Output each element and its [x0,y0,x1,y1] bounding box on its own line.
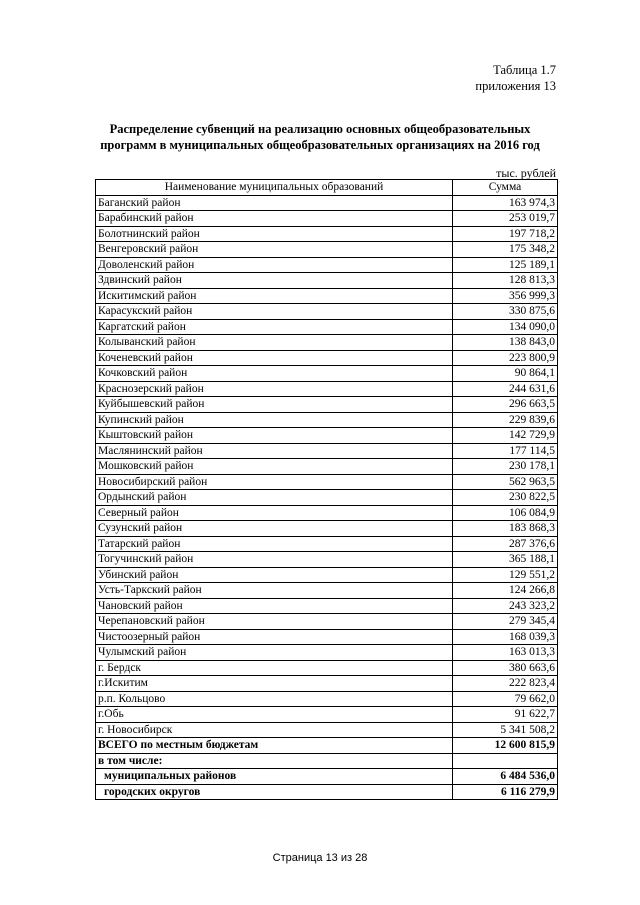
cell-name: Маслянинский район [96,443,453,459]
cell-name: Карасукский район [96,304,453,320]
table-row [96,707,558,723]
table-row [96,552,558,568]
cell-name: Венгеровский район [96,242,453,258]
table-row [96,629,558,645]
table-row [96,614,558,630]
table-row [96,273,558,289]
table-row [96,490,558,506]
cell-name: Колыванский район [96,335,453,351]
column-header-name: Наименование муниципальных образований [96,180,453,196]
cell-sum: 223 800,9 [453,350,558,366]
cell-sum: 79 662,0 [453,691,558,707]
table-row [96,536,558,552]
cell-name: г.Искитим [96,676,453,692]
cell-sum: 129 551,2 [453,567,558,583]
cell-name: Доволенский район [96,257,453,273]
table-row [96,660,558,676]
cell-sum: 279 345,4 [453,614,558,630]
cell-name: Черепановский район [96,614,453,630]
table-row [96,598,558,614]
cell-sum: 356 999,3 [453,288,558,304]
table-row [96,366,558,382]
cell-name: Барабинский район [96,211,453,227]
cell-sum: 125 189,1 [453,257,558,273]
cell-name: ВСЕГО по местным бюджетам [96,738,453,754]
table-row [96,304,558,320]
table-row [96,676,558,692]
cell-name: Купинский район [96,412,453,428]
including-row [96,753,558,769]
table-row [96,443,558,459]
table-row [96,397,558,413]
table-row [96,195,558,211]
cell-name: Кочковский район [96,366,453,382]
cell-name: муниципальных районов [96,769,453,785]
cell-sum: 128 813,3 [453,273,558,289]
cell-sum: 243 323,2 [453,598,558,614]
column-header-sum: Сумма [453,180,558,196]
total-row [96,738,558,754]
title-line-2: программ в муниципальных общеобразовательных организациях на 2016 год [100,138,540,152]
cell-name: Искитимский район [96,288,453,304]
cell-name: Новосибирский район [96,474,453,490]
table-row [96,242,558,258]
cell-name: Убинский район [96,567,453,583]
cell-sum: 244 631,6 [453,381,558,397]
cell-name: Чистоозерный район [96,629,453,645]
document-title [0,121,640,153]
table-header-row [96,180,558,196]
table-row [96,722,558,738]
table-row [96,226,558,242]
cell-sum: 138 843,0 [453,335,558,351]
cell-name: р.п. Кольцово [96,691,453,707]
cell-name: Кыштовский район [96,428,453,444]
cell-sum: 163 013,3 [453,645,558,661]
cell-name: Куйбышевский район [96,397,453,413]
cell-sum [453,753,558,769]
cell-sum: 183 868,3 [453,521,558,537]
cell-sum: 163 974,3 [453,195,558,211]
cell-sum: 229 839,6 [453,412,558,428]
subvention-table [95,179,558,800]
table-row [96,335,558,351]
cell-sum: 222 823,4 [453,676,558,692]
table-row [96,691,558,707]
unit-label: тыс. рублей [496,166,556,180]
table-row [96,288,558,304]
table-row [96,211,558,227]
cell-name: Краснозерский район [96,381,453,397]
cell-name: г. Бердск [96,660,453,676]
table-number: Таблица 1.7 [493,63,556,77]
cell-name: в том числе: [96,753,453,769]
cell-name: Ордынский район [96,490,453,506]
cell-sum: 177 114,5 [453,443,558,459]
breakdown-row [96,769,558,785]
cell-sum: 330 875,6 [453,304,558,320]
cell-sum: 106 084,9 [453,505,558,521]
table-row [96,505,558,521]
page-footer: Страница 13 из 28 [272,852,368,864]
table-row [96,645,558,661]
table-row [96,521,558,537]
table-row [96,381,558,397]
table-row [96,474,558,490]
cell-name: Мошковский район [96,459,453,475]
cell-name: г.Обь [96,707,453,723]
table-row [96,350,558,366]
appendix-number: приложения 13 [475,79,556,93]
table-row [96,583,558,599]
cell-sum: 168 039,3 [453,629,558,645]
cell-name: Чановский район [96,598,453,614]
cell-sum: 230 822,5 [453,490,558,506]
table-row [96,567,558,583]
cell-sum: 124 266,8 [453,583,558,599]
cell-sum: 197 718,2 [453,226,558,242]
cell-name: Баганский район [96,195,453,211]
cell-name: Сузунский район [96,521,453,537]
cell-sum: 365 188,1 [453,552,558,568]
cell-sum: 253 019,7 [453,211,558,227]
cell-sum: 287 376,6 [453,536,558,552]
table-row [96,459,558,475]
cell-name: Северный район [96,505,453,521]
cell-name: г. Новосибирск [96,722,453,738]
table-row [96,412,558,428]
table-body [96,195,558,800]
cell-sum: 91 622,7 [453,707,558,723]
cell-name: Усть-Таркский район [96,583,453,599]
cell-name: городских округов [96,784,453,800]
cell-name: Коченевский район [96,350,453,366]
cell-sum: 562 963,5 [453,474,558,490]
table-row [96,428,558,444]
table-row [96,257,558,273]
cell-sum: 6 116 279,9 [453,784,558,800]
cell-sum: 90 864,1 [453,366,558,382]
cell-name: Каргатский район [96,319,453,335]
cell-sum: 175 348,2 [453,242,558,258]
cell-sum: 142 729,9 [453,428,558,444]
cell-sum: 296 663,5 [453,397,558,413]
cell-name: Татарский район [96,536,453,552]
cell-sum: 5 341 508,2 [453,722,558,738]
table-row [96,319,558,335]
cell-name: Болотнинский район [96,226,453,242]
cell-sum: 230 178,1 [453,459,558,475]
breakdown-row [96,784,558,800]
cell-sum: 6 484 536,0 [453,769,558,785]
cell-sum: 134 090,0 [453,319,558,335]
title-line-1: Распределение субвенций на реализацию основных общеобразовательных [109,122,531,136]
cell-name: Чулымский район [96,645,453,661]
cell-sum: 380 663,6 [453,660,558,676]
cell-sum: 12 600 815,9 [453,738,558,754]
cell-name: Тогучинский район [96,552,453,568]
cell-name: Здвинский район [96,273,453,289]
